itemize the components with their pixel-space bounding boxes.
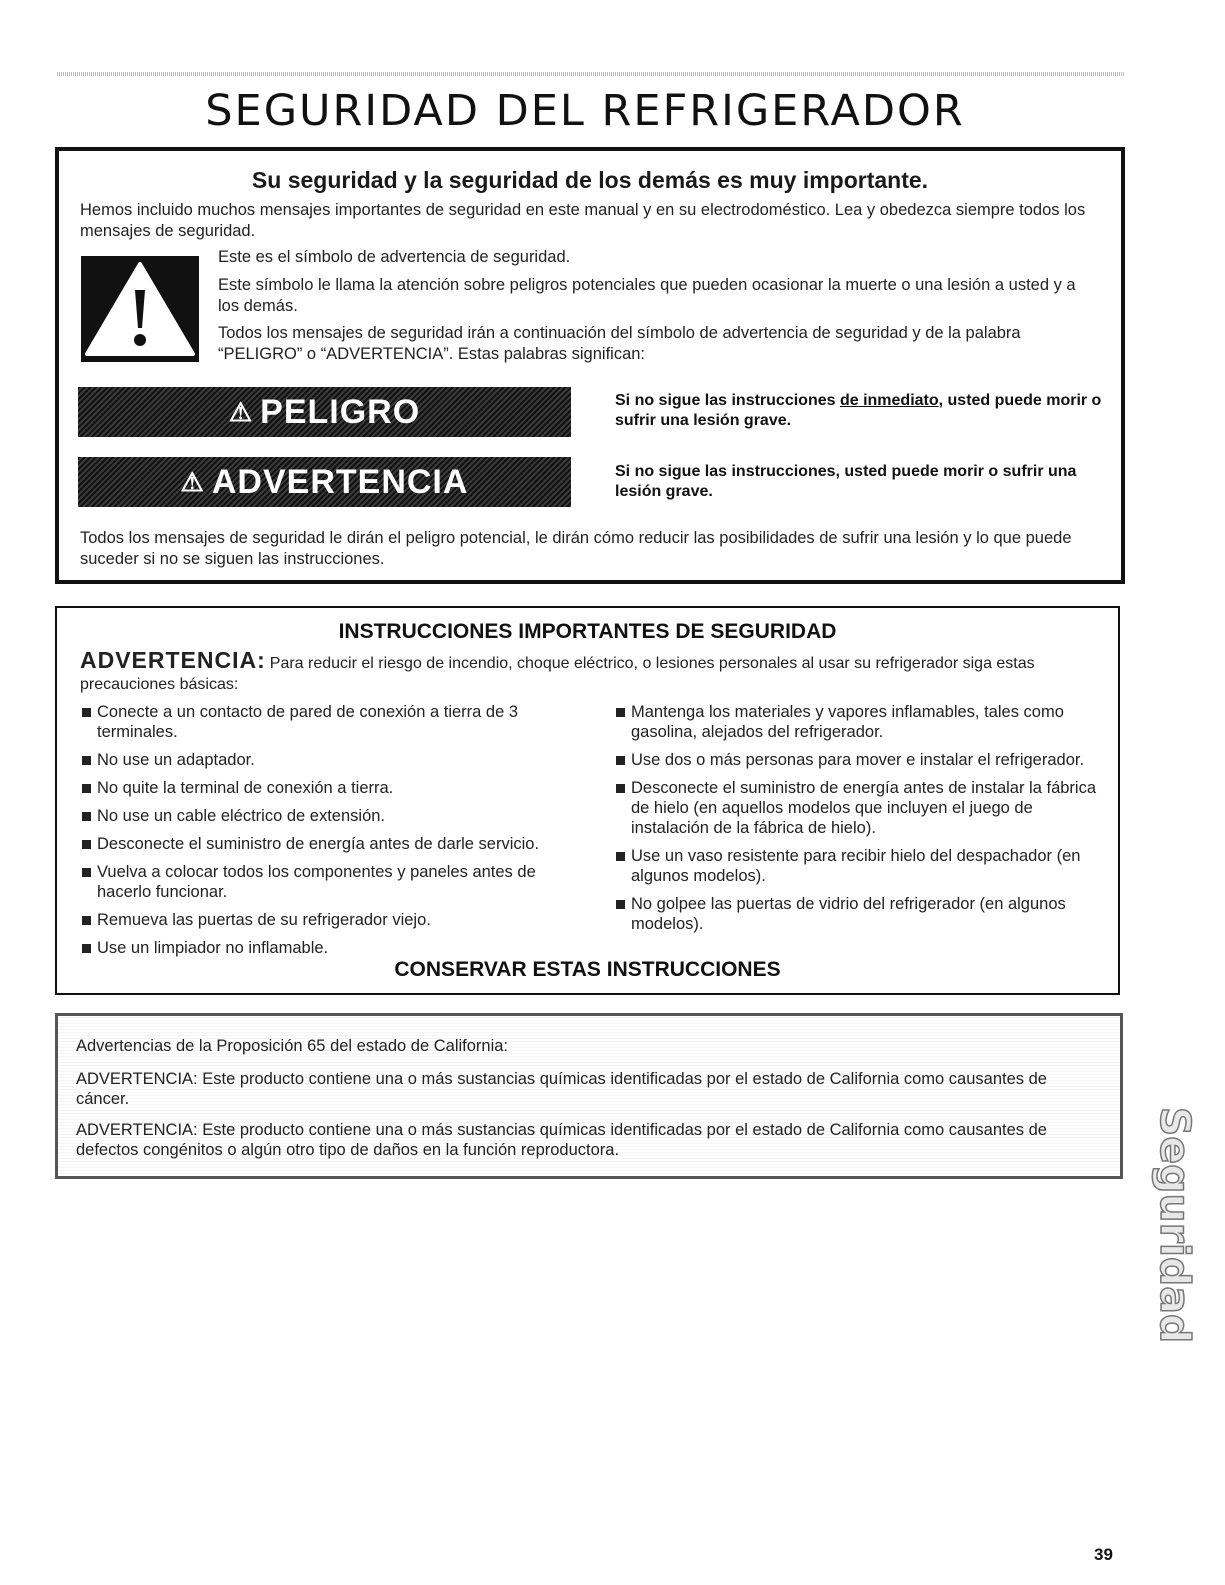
list-item: No use un cable eléctrico de extensión. <box>81 806 581 826</box>
prop65-box <box>55 1013 1123 1179</box>
instructions-right-list <box>615 702 1105 934</box>
instructions-box <box>55 606 1120 995</box>
symbol-line-3: Todos los mensajes de seguridad irán a continuación del símbolo de advertencia de seguridad y de la palabra “PELIGRO” o “ADVERTENCIA”. Estas palabras significan: <box>218 324 1021 363</box>
danger-label: PELIGRO <box>260 393 421 431</box>
instructions-left-list <box>81 702 581 958</box>
safety-intro: Hemos incluido muchos mensajes importantes de seguridad en este manual y en su electrodoméstico. Lea y obedezca siempre todos los mensajes de seguridad. <box>80 201 1086 240</box>
safety-outro: Todos los mensajes de seguridad le dirán el peligro potencial, le dirán cómo reducir las posibilidades de sufrir una lesión y lo que puede suceder si no se siguen las instrucciones. <box>80 529 1072 568</box>
prop65-heading: Advertencias de la Proposición 65 del estado de California: <box>76 1037 509 1055</box>
safety-box <box>55 147 1125 584</box>
list-item: Use dos o más personas para mover e instalar el refrigerador. <box>615 750 1105 770</box>
side-tab-label: Seguridad <box>1151 1106 1199 1344</box>
list-item: Vuelva a colocar todos los componentes y paneles antes de hacerlo funcionar. <box>81 862 581 902</box>
symbol-line-1: Este es el símbolo de advertencia de seguridad. <box>218 248 571 266</box>
list-item: Use un vaso resistente para recibir hielo del despachador (en algunos modelos). <box>615 846 1105 886</box>
section-side-tab <box>1150 1106 1200 1344</box>
list-item: No use un adaptador. <box>81 750 581 770</box>
warning-small-icon: ⚠ <box>228 397 253 427</box>
danger-description: Si no sigue las instrucciones de inmediato, usted puede morir o sufrir una lesión grave. <box>615 392 1102 429</box>
warning-description: Si no sigue las instrucciones, usted puede morir o sufrir una lesión grave. <box>615 463 1077 500</box>
list-item: Conecte a un contacto de pared de conexión a tierra de 3 terminales. <box>81 702 581 742</box>
list-item: Desconecte el suministro de energía antes de darle servicio. <box>81 834 581 854</box>
page-number: 39 <box>1094 1545 1113 1564</box>
list-item: Use un limpiador no inflamable. <box>81 938 581 958</box>
warning-triangle-icon <box>81 256 199 362</box>
prop65-warning-1: ADVERTENCIA: Este producto contiene una o más sustancias químicas identificadas por el estado de California como causantes de cáncer. <box>76 1070 1047 1108</box>
warning-banner <box>78 457 571 507</box>
warning-label: ADVERTENCIA <box>211 463 469 501</box>
instructions-footer: CONSERVAR ESTAS INSTRUCCIONES <box>394 958 781 981</box>
safety-subtitle: Su seguridad y la seguridad de los demás es muy importante. <box>251 167 929 193</box>
instructions-warning-label: ADVERTENCIA: <box>80 647 266 673</box>
danger-banner <box>78 387 571 437</box>
list-item: Remueva las puertas de su refrigerador viejo. <box>81 910 581 930</box>
instructions-title: INSTRUCCIONES IMPORTANTES DE SEGURIDAD <box>338 620 837 643</box>
top-rule <box>57 72 1125 76</box>
instructions-warning <box>80 647 1100 695</box>
list-item: Mantenga los materiales y vapores inflamables, tales como gasolina, alejados del refrigerador. <box>615 702 1105 742</box>
warning-small-icon: ⚠ <box>180 467 204 497</box>
list-item: No golpee las puertas de vidrio del refrigerador (en algunos modelos). <box>615 894 1105 934</box>
list-item: Desconecte el suministro de energía antes de instalar la fábrica de hielo (en aquellos modelos que incluyen el juego de instalación de la fábrica de hielo). <box>615 778 1105 838</box>
page-title: SEGURIDAD DEL REFRIGERADOR <box>205 86 965 136</box>
symbol-line-2: Este símbolo le llama la atención sobre peligros potenciales que pueden ocasionar la muerte o una lesión a usted y a los demás. <box>218 276 1076 315</box>
list-item: No quite la terminal de conexión a tierra. <box>81 778 581 798</box>
prop65-warning-2: ADVERTENCIA: Este producto contiene una o más sustancias químicas identificadas por el estado de California como causantes de defectos congénitos o algún otro tipo de daños en la función reproductora. <box>76 1121 1047 1159</box>
instructions-warning-text: Para reducir el riesgo de incendio, choque eléctrico, o lesiones personales al usar su refrigerador siga estas precauciones básicas: <box>80 655 1035 693</box>
